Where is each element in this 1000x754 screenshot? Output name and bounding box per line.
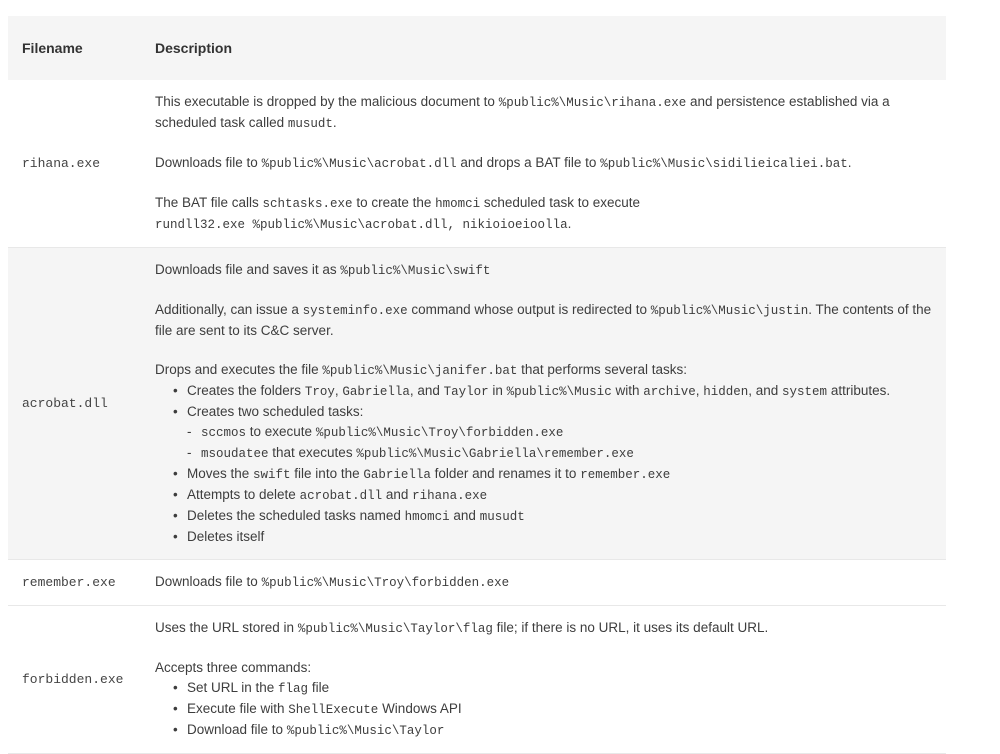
table-row-rihana	[8, 80, 946, 248]
header-description: Description	[141, 16, 946, 80]
filename-cell: remember.exe	[22, 575, 116, 590]
description-paragraph: Downloads file and saves it as %public%\Music\swift	[155, 262, 491, 278]
description-cell	[141, 606, 946, 754]
list-item: • Creates two scheduled tasks: - sccmos to execute %public%\Music\Troy\forbidden.exe - msoudatee that executes %public%\Music\Gabriella\remember.exe	[187, 402, 936, 464]
list-item: • Download file to %public%\Music\Taylor	[187, 720, 936, 741]
description-paragraph: Accepts three commands:	[155, 660, 312, 675]
description-cell	[141, 80, 946, 248]
description-cell	[141, 248, 946, 560]
file-description-table	[8, 16, 946, 754]
list-item: - msoudatee that executes %public%\Music\Gabriella\remember.exe	[201, 443, 936, 464]
list-item: • Execute file with ShellExecute Windows API	[187, 699, 936, 720]
table-row-remember	[8, 560, 946, 606]
description-cell	[141, 560, 946, 606]
description-paragraph: Drops and executes the file %public%\Music\janifer.bat that performs several tasks:	[155, 362, 687, 378]
table-row-forbidden	[8, 606, 946, 754]
table-header-row	[8, 16, 946, 80]
filename-cell: forbidden.exe	[22, 672, 124, 687]
list-item: • Moves the swift file into the Gabriella folder and renames it to remember.exe	[187, 464, 936, 485]
list-item: - sccmos to execute %public%\Music\Troy\forbidden.exe	[201, 422, 936, 443]
filename-cell: acrobat.dll	[8, 248, 141, 560]
header-filename: Filename	[8, 16, 141, 80]
list-item: • Deletes the scheduled tasks named hmomci and musudt	[187, 506, 936, 527]
description-paragraph: Uses the URL stored in %public%\Music\Taylor\flag file; if there is no URL, it uses its default URL.	[155, 620, 769, 636]
description-paragraph: Downloads file to %public%\Music\Troy\forbidden.exe	[155, 574, 510, 590]
sub-task-list	[187, 422, 936, 464]
task-list	[155, 381, 936, 547]
list-item: • Deletes itself	[187, 527, 936, 547]
command-list	[155, 678, 936, 741]
description-paragraph: Downloads file to %public%\Music\acrobat.dll and drops a BAT file to %public%\Music\sidilieicaliei.bat.	[155, 155, 852, 171]
description-paragraph: The BAT file calls schtasks.exe to create the hmomci scheduled task to execute rundll32.exe %public%\Music\acrobat.dll, nikioioeioolla.	[155, 195, 640, 232]
list-item: • Set URL in the flag file	[187, 678, 936, 699]
file-table-container	[8, 16, 946, 754]
description-paragraph: Additionally, can issue a systeminfo.exe command whose output is redirected to %public%\Music\justin. The contents of the file are sent to its C&C server.	[155, 302, 932, 338]
list-item: • Creates the folders Troy, Gabriella, and Taylor in %public%\Music with archive, hidden, and system attributes.	[187, 381, 936, 402]
filename-cell: rihana.exe	[22, 156, 101, 171]
list-item: • Attempts to delete acrobat.dll and rihana.exe	[187, 485, 936, 506]
table-row-acrobat	[8, 248, 946, 560]
description-paragraph: This executable is dropped by the malicious document to %public%\Music\rihana.exe and persistence established via a scheduled task called musudt.	[155, 94, 890, 131]
